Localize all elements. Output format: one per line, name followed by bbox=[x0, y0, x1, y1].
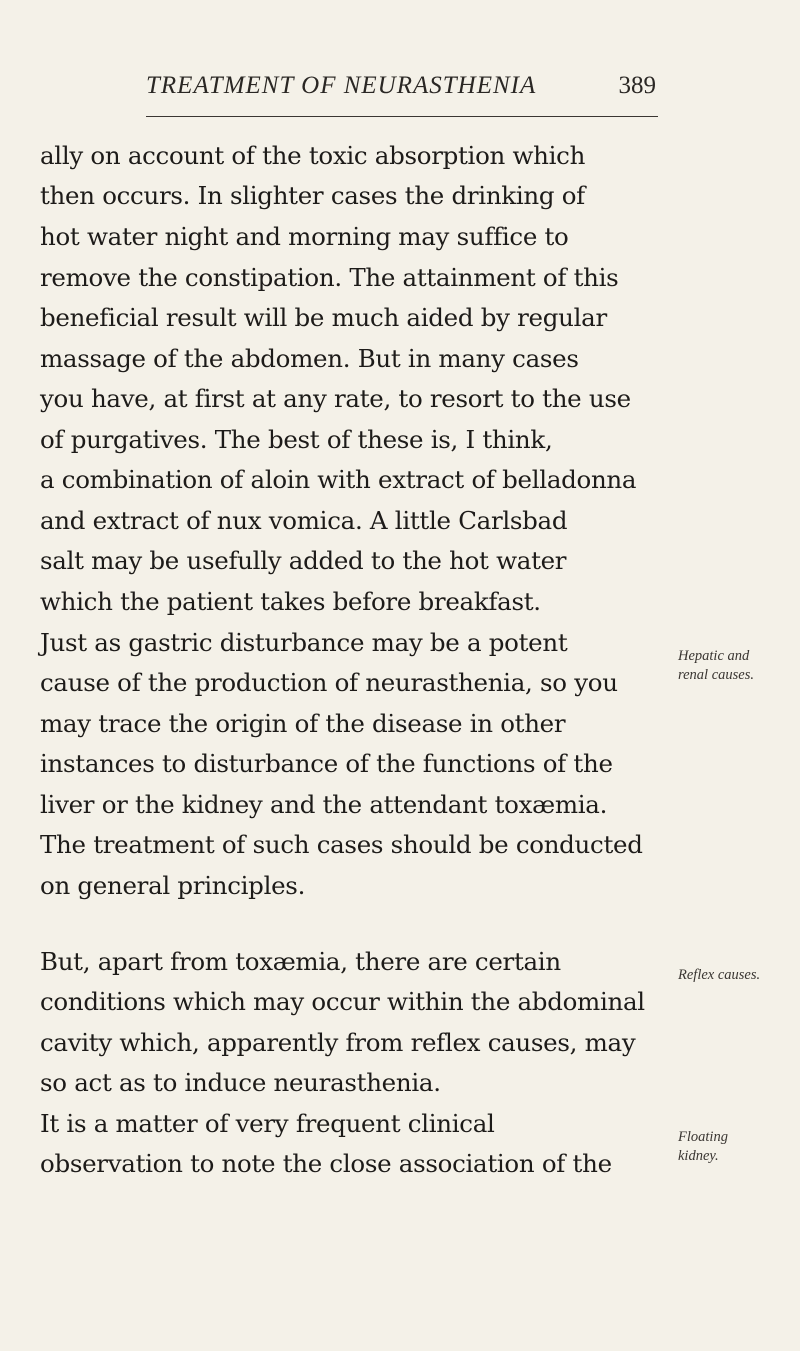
margin-note: Floating bbox=[678, 1129, 728, 1145]
body-line: The treatment of such cases should be conducted bbox=[40, 830, 643, 859]
page-header bbox=[146, 72, 658, 112]
body-line: you have, at first at any rate, to resort to the use bbox=[40, 384, 631, 413]
body-line: so act as to induce neurasthenia. bbox=[40, 1068, 441, 1097]
body-line: may trace the origin of the disease in other bbox=[40, 709, 566, 738]
body-line: But, apart from toxæmia, there are certain bbox=[40, 947, 561, 976]
body-line: conditions which may occur within the abdominal bbox=[40, 987, 645, 1016]
margin-note: Reflex causes. bbox=[678, 967, 761, 983]
margin-note: renal causes. bbox=[678, 667, 754, 683]
body-line: a combination of aloin with extract of belladonna bbox=[40, 465, 637, 494]
body-line: instances to disturbance of the functions of the bbox=[40, 749, 613, 778]
body-line: and extract of nux vomica. A little Carlsbad bbox=[40, 506, 568, 535]
body-line: which the patient takes before breakfast. bbox=[40, 587, 541, 616]
body-line: on general principles. bbox=[40, 871, 306, 900]
margin-note: kidney. bbox=[678, 1148, 719, 1164]
body-line: of purgatives. The best of these is, I think, bbox=[40, 425, 553, 454]
page-number: 389 bbox=[618, 72, 656, 99]
body-line: observation to note the close association of the bbox=[40, 1149, 612, 1178]
body-line: liver or the kidney and the attendant toxæmia. bbox=[40, 790, 608, 819]
body-line: massage of the abdomen. But in many cases bbox=[40, 344, 579, 373]
body-line: ally on account of the toxic absorption which bbox=[40, 141, 586, 170]
body-line: remove the constipation. The attainment of this bbox=[40, 263, 619, 292]
body-line: then occurs. In slighter cases the drinking of bbox=[40, 181, 585, 210]
body-line: cavity which, apparently from reflex causes, may bbox=[40, 1028, 636, 1057]
body-line: beneficial result will be much aided by regular bbox=[40, 303, 607, 332]
body-line: salt may be usefully added to the hot water bbox=[40, 546, 567, 575]
body-line: It is a matter of very frequent clinical bbox=[40, 1109, 495, 1138]
body-line: cause of the production of neurasthenia, so you bbox=[40, 668, 618, 697]
running-title: TREATMENT OF NEURASTHENIA bbox=[146, 72, 537, 99]
header-rule bbox=[146, 116, 658, 117]
body-line: hot water night and morning may suffice to bbox=[40, 222, 569, 251]
margin-note: Hepatic and bbox=[678, 648, 750, 664]
body-line: Just as gastric disturbance may be a potent bbox=[40, 628, 568, 657]
